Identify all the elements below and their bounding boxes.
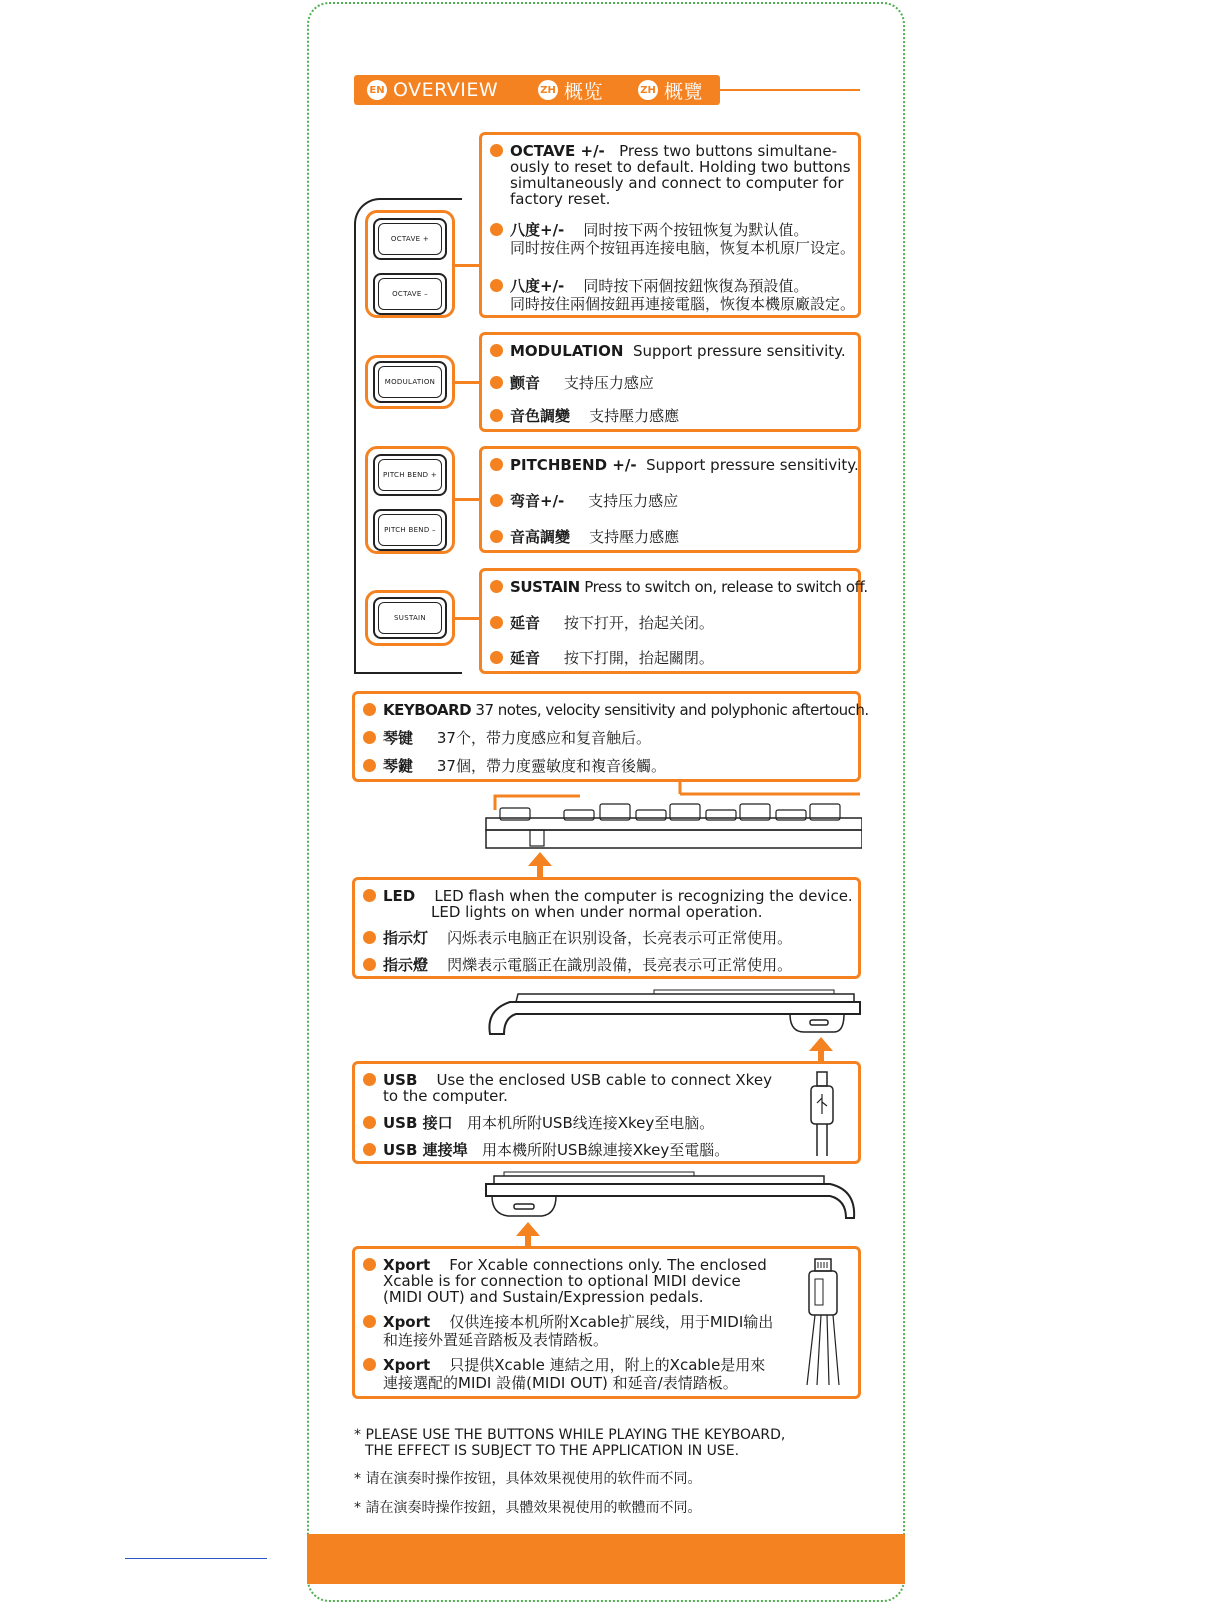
pitchbend-plus-button-illustration: [373, 454, 447, 496]
zh-badge-icon: ZH: [638, 80, 658, 100]
bullet-icon: [490, 279, 503, 292]
bullet-icon: [490, 494, 503, 507]
sustain-info-box: [479, 568, 868, 674]
xport-en-line1: For Xcable connections only. The enclosed: [449, 1256, 767, 1274]
modulation-connector: [455, 381, 481, 384]
bullet-icon: [363, 958, 376, 971]
sustain-sc-text: 按下打开，抬起关闭。: [563, 614, 714, 632]
pitchbend-en-text: Support pressure sensitivity.: [646, 456, 859, 474]
usb-en-line2: to the computer.: [383, 1087, 508, 1105]
bullet-icon: [490, 144, 503, 157]
xport-en-line3: (MIDI OUT) and Sustain/Expression pedals.: [383, 1288, 704, 1306]
led-en-title: LED: [383, 887, 416, 905]
bullet-icon: [490, 223, 503, 236]
overview-zh1-label: 概览: [564, 80, 604, 103]
sustain-button-group: [365, 590, 455, 646]
octave-tc-line2: 同時按住兩個按鈕再連接電腦，恢復本機原廠設定。: [510, 295, 856, 313]
octave-sc-line1: 同时按下两个按钮恢复为默认值。: [583, 221, 809, 239]
modulation-en-text: Support pressure sensitivity.: [632, 342, 846, 360]
led-sc-text: 闪烁表示电脑正在识别设备，长亮表示可正常使用。: [447, 929, 793, 947]
footnote-tc: * 請在演奏時操作按鈕，具體效果視使用的軟體而不同。: [354, 1500, 702, 1516]
octave-en-line1: Press two buttons simultane-: [619, 142, 837, 160]
pitchbend-sc-title: 弯音+/-: [510, 492, 565, 510]
led-tc-text: 閃爍表示電腦正在識別設備，長亮表示可正常使用。: [447, 956, 793, 974]
bullet-icon: [363, 703, 376, 716]
bullet-icon: [363, 1143, 376, 1156]
modulation-sc-title: 颤音: [510, 374, 541, 392]
led-info-box: [352, 877, 861, 979]
modulation-button-group: [365, 355, 455, 409]
bullet-icon: [363, 759, 376, 772]
xport-tc-line1: 只提供Xcable 連結之用，附上的Xcable是用來: [449, 1356, 766, 1374]
modulation-button-illustration: [373, 361, 447, 403]
xport-sc-title: Xport: [383, 1313, 431, 1331]
usb-info-box: [352, 1061, 861, 1164]
bullet-icon: [363, 1258, 376, 1271]
header-rule: [720, 89, 860, 91]
arrow-up-icon: [516, 1222, 540, 1248]
bullet-icon: [363, 731, 376, 744]
octave-minus-button-illustration: [373, 273, 447, 315]
keyboard-en-title: KEYBOARD: [383, 701, 472, 719]
tab-overview-zh-traditional: [638, 78, 703, 102]
modulation-sc-text: 支持压力感应: [563, 374, 654, 392]
usb-tc-text: 用本機所附USB線連接Xkey至電腦。: [481, 1141, 730, 1159]
overview-en-label: OVERVIEW: [393, 79, 499, 101]
octave-buttons-group: [365, 210, 455, 318]
led-sc-title: 指示灯: [383, 929, 429, 947]
sustain-en-title: SUSTAIN: [510, 578, 580, 596]
bullet-icon: [490, 651, 503, 664]
bullet-icon: [490, 580, 503, 593]
usb-en-line1: Use the enclosed USB cable to connect Xkey: [436, 1071, 772, 1089]
keyboard-sc-text: 37个，带力度感应和复音触后。: [436, 729, 651, 747]
octave-sc-title: 八度+/-: [510, 221, 565, 239]
octave-en-line4: factory reset.: [510, 190, 611, 208]
modulation-tc-title: 音色調變: [510, 407, 571, 425]
xport-tc-title: Xport: [383, 1356, 431, 1374]
xport-en-line2: Xcable is for connection to optional MIDI device: [383, 1272, 741, 1290]
pitchbend-plus-label: PITCH BEND +: [378, 459, 442, 491]
octave-tc-line1: 同時按下兩個按鈕恢復為預設值。: [583, 277, 809, 295]
footnote-sc: * 请在演奏时操作按钮，具体效果视使用的软件而不同。: [354, 1471, 702, 1487]
pitchbend-minus-label: PITCH BEND –: [378, 514, 442, 546]
modulation-tc-text: 支持壓力感應: [589, 407, 680, 425]
bullet-icon: [363, 1315, 376, 1328]
sustain-connector: [455, 617, 481, 620]
xport-info-box: [352, 1246, 861, 1399]
keyboard-sc-title: 琴键: [383, 729, 414, 747]
bullet-icon: [490, 376, 503, 389]
pitchbend-connector: [455, 498, 481, 501]
octave-sc-line2: 同时按住两个按钮再连接电脑，恢复本机原厂设定。: [510, 239, 856, 257]
octave-tc-title: 八度+/-: [510, 277, 565, 295]
octave-plus-label: OCTAVE +: [378, 223, 442, 255]
bullet-icon: [490, 616, 503, 629]
octave-minus-label: OCTAVE –: [378, 278, 442, 310]
pitchbend-info-box: [479, 446, 861, 553]
overview-zh2-label: 概覽: [664, 80, 704, 103]
tab-overview-en: [367, 78, 498, 102]
bullet-icon: [490, 344, 503, 357]
xport-en-title: Xport: [383, 1256, 431, 1274]
tab-overview-zh-simplified: [538, 78, 603, 102]
zh-badge-icon: ZH: [538, 80, 558, 100]
sustain-tc-text: 按下打開，抬起關閉。: [563, 649, 714, 667]
pitchbend-buttons-group: [365, 446, 455, 554]
usb-sc-title: USB 接口: [383, 1114, 453, 1132]
usb-en-title: USB: [383, 1071, 418, 1089]
bullet-icon: [490, 530, 503, 543]
xport-sc-line1: 仅供连接本机所附Xcable扩展线，用于MIDI输出: [449, 1313, 774, 1331]
page-footnote-rule: [125, 1558, 267, 1559]
sustain-button-illustration: [373, 597, 447, 639]
sustain-sc-title: 延音: [510, 614, 541, 632]
footnote-en-line1: * PLEASE USE THE BUTTONS WHILE PLAYING THE KEYBOARD,: [354, 1427, 786, 1443]
bullet-icon: [363, 1116, 376, 1129]
octave-en-title: OCTAVE +/-: [510, 142, 605, 160]
led-en-line2: LED lights on when under normal operation.: [431, 903, 763, 921]
bullet-icon: [363, 1358, 376, 1371]
pitchbend-sc-text: 支持压力感应: [588, 492, 679, 510]
octave-plus-button-illustration: [373, 218, 447, 260]
bullet-icon: [363, 1073, 376, 1086]
octave-en-line3: simultaneously and connect to computer for: [510, 174, 844, 192]
keyboard-en-text: 37 notes, velocity sensitivity and polyphonic aftertouch.: [475, 701, 869, 719]
pitchbend-tc-title: 音高調變: [510, 528, 571, 546]
arrow-up-icon: [809, 1037, 833, 1063]
xport-sc-line2: 和连接外置延音踏板及表情踏板。: [383, 1331, 609, 1349]
keyboard-side-xport-illustration: [484, 1170, 862, 1222]
keyboard-tc-title: 琴鍵: [383, 757, 414, 775]
modulation-en-title: MODULATION: [510, 342, 624, 360]
arrow-up-icon: [528, 852, 552, 878]
sustain-en-text: Press to switch on, release to switch off.: [584, 578, 868, 596]
bullet-icon: [363, 889, 376, 902]
sustain-tc-title: 延音: [510, 649, 541, 667]
keyboard-tc-text: 37個，帶力度靈敏度和複音後觸。: [436, 757, 666, 775]
octave-info-box: [479, 132, 861, 318]
usb-cable-icon: [803, 1070, 843, 1158]
en-badge-icon: EN: [367, 80, 387, 100]
led-tc-title: 指示燈: [383, 956, 429, 974]
keyboard-keys-illustration: [480, 780, 862, 852]
pitchbend-tc-text: 支持壓力感應: [589, 528, 680, 546]
usb-sc-text: 用本机所附USB线连接Xkey至电脑。: [466, 1114, 715, 1132]
usb-tc-title: USB 連接埠: [383, 1141, 468, 1159]
bullet-icon: [363, 931, 376, 944]
pitchbend-en-title: PITCHBEND +/-: [510, 456, 637, 474]
octave-en-line2: ously to reset to default. Holding two buttons: [510, 158, 851, 176]
xport-tc-line2: 連接選配的MIDI 設備(MIDI OUT) 和延音/表情踏板。: [383, 1374, 738, 1392]
footnote-en-line2: THE EFFECT IS SUBJECT TO THE APPLICATION IN USE.: [365, 1443, 740, 1459]
sustain-label: SUSTAIN: [378, 602, 442, 634]
modulation-label: MODULATION: [378, 366, 442, 398]
keyboard-side-usb-illustration: [484, 988, 862, 1040]
modulation-info-box: [479, 332, 861, 432]
xcable-icon: [801, 1257, 845, 1389]
footer-bar: [307, 1534, 905, 1584]
keyboard-info-box: [352, 691, 869, 782]
bullet-icon: [490, 458, 503, 471]
bullet-icon: [490, 409, 503, 422]
led-en-line1: LED flash when the computer is recognizing the device.: [434, 887, 853, 905]
octave-connector: [455, 264, 481, 267]
pitchbend-minus-button-illustration: [373, 509, 447, 551]
